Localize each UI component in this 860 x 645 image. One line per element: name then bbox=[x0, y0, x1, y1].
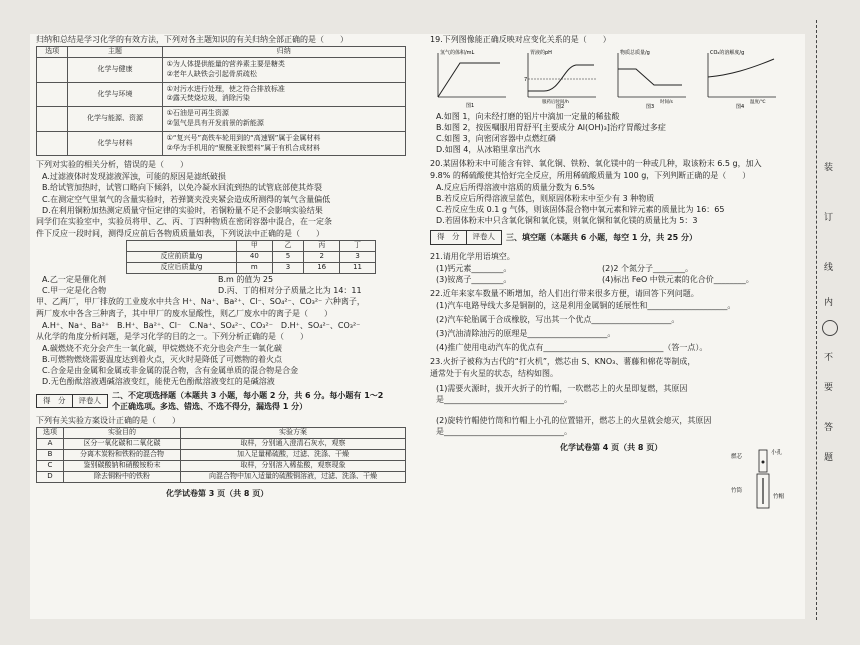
q14-items-cell bbox=[162, 58, 405, 83]
graph-2-caption: 图2 bbox=[556, 104, 565, 110]
q16-cell: 16 bbox=[304, 262, 340, 273]
q17-options: A.H⁺、Na⁺、Ba²⁺ B.H⁺、Ba²⁺、Cl⁻ C.Na⁺、SO₄²⁻、CO₃²⁻ D.H⁺、SO₄²⁻、CO₃²⁻ bbox=[42, 320, 361, 330]
graph-4 bbox=[700, 47, 782, 109]
q19-cell: C bbox=[37, 461, 64, 472]
q19-cell: 区分一氧化碳和二氧化碳 bbox=[64, 439, 181, 450]
q14-item: ②氢气是具有开发前景的新能源 bbox=[166, 119, 264, 128]
q16-cell: 40 bbox=[236, 251, 272, 262]
graph-2-xlabel: 服药后时间/h bbox=[542, 100, 569, 106]
margin-char: 不 bbox=[824, 353, 834, 363]
grader-label: 评卷人 bbox=[472, 232, 495, 242]
q18-option: C.合金是由金属和金属或非金属的混合物，含有金属单质的混合物是合金 bbox=[42, 365, 299, 375]
section-3-title: 三、填空题（本题共 6 小题，每空 1 分，共 25 分） bbox=[506, 233, 697, 242]
graph-4-plot bbox=[700, 47, 782, 109]
q14-header-option: 选项 bbox=[37, 47, 68, 58]
q21-stem: 21.请用化学用语填空。 bbox=[430, 251, 515, 261]
graph-2-plot bbox=[520, 47, 602, 109]
right-page-footer: 化学试卷第 4 页（共 8 页） bbox=[560, 443, 663, 453]
q16-header: 丙 bbox=[304, 240, 340, 251]
q16-header: 甲 bbox=[236, 240, 272, 251]
q14-topic-cell: 化学与材料 bbox=[68, 131, 162, 156]
graph-4-xlabel: 温度/℃ bbox=[750, 100, 766, 106]
q19-cell: 取样，分别溶入稀盐酸，观察现象 bbox=[181, 461, 406, 472]
score-label: 得 分 bbox=[431, 231, 467, 243]
q19-left-table bbox=[36, 427, 406, 483]
graph-3-caption: 图3 bbox=[646, 104, 655, 110]
q23-stem: 23.火折子被称为古代的“打火机”，燃芯由 S、KNO₃、薯藤和棉花等制成， bbox=[430, 356, 696, 366]
q14-item: ①为人体提供能量的营养素主要是糖类 bbox=[166, 60, 285, 69]
q19-cell: 鉴别碳酸钠和硝酸铵粉末 bbox=[64, 461, 181, 472]
margin-char: 要 bbox=[824, 383, 834, 393]
q14-table bbox=[36, 46, 406, 156]
q16-header bbox=[127, 240, 237, 251]
q15-option: D.在利用铜粉加热测定质量守恒定律的实验时，若铜粉量不足不会影响实验结果 bbox=[42, 205, 323, 215]
q16-stem: 同学们在实验室中，实验员将甲、乙、丙、丁四种物质在密闭容器中混合，在一定条 bbox=[36, 216, 332, 226]
q19-graphs bbox=[430, 47, 795, 109]
q16-cell: 3 bbox=[340, 251, 376, 262]
q16-option: D.丙、丁的相对分子质量之比为 14：11 bbox=[218, 285, 362, 295]
q21-item: (3)铵离子________。 bbox=[436, 274, 512, 284]
q14-item: ①石油是可再生资源 bbox=[166, 109, 229, 118]
margin-char: 装 bbox=[824, 163, 834, 173]
section-2-title-2: 个正确选项。多选、错选、不选不得分，漏选得 1 分） bbox=[112, 401, 308, 411]
q14-topic-cell: 化学与健康 bbox=[68, 58, 162, 83]
q14-option-cell bbox=[37, 131, 68, 156]
q15-option: C.在测定空气里氧气的含量实验时，若弹簧夹没夹紧会造成所测得的氧气含量偏低 bbox=[42, 194, 331, 204]
q18-option: B.可燃物燃烧需要温度达到着火点，灭火时是降低了可燃物的着火点 bbox=[42, 354, 283, 364]
q16-options bbox=[36, 274, 406, 296]
right-column bbox=[430, 34, 795, 500]
left-page-footer: 化学试卷第 3 页（共 8 页） bbox=[166, 489, 269, 498]
q21-items bbox=[430, 263, 795, 285]
q16-header: 乙 bbox=[272, 240, 304, 251]
q16-option: B.m 的值为 25 bbox=[218, 274, 274, 284]
q16-cell: m bbox=[236, 262, 272, 273]
section-2-title-block bbox=[112, 390, 383, 412]
q14-item: ②华为手机用的“聚酰亚胺塑料”属于有机合成材料 bbox=[166, 143, 321, 152]
q19-cell: D bbox=[37, 472, 64, 483]
q21-item: (1)钙元素________。 bbox=[436, 263, 512, 273]
q19-stem: 19.下列图像能正确反映对应变化关系的是（ ） bbox=[430, 35, 611, 44]
q19-option: B.如图 2，按医嘱服用胃舒平[主要成分 Al(OH)₃]治疗胃酸过多症 bbox=[436, 123, 666, 133]
q14-item: ②露天焚烧垃圾，消除污染 bbox=[166, 94, 250, 103]
binding-dashed-line bbox=[816, 20, 817, 620]
q23-item: 是______________________________。 bbox=[436, 427, 572, 437]
label-wick: 燃芯 bbox=[731, 454, 743, 460]
margin-char: 答 bbox=[824, 423, 834, 433]
graph-1-plot bbox=[430, 47, 512, 109]
q20-option: C.若反应生成 0.1 g 气体，则该固体混合物中氧元素和锌元素的质量比为 16：65 bbox=[436, 205, 725, 215]
q22-item: (4)推广使用电动汽车的优点有______________________________（答一点）。 bbox=[436, 342, 708, 352]
q18-option: D.无色酚酞溶液遇碱溶液变红，能使无色酚酞溶液变红的是碱溶液 bbox=[42, 376, 275, 386]
q16-cell: 3 bbox=[272, 262, 304, 273]
label-hole: 小孔 bbox=[771, 450, 783, 456]
q21-item: (4)标出 FeO 中铁元素的化合价________。 bbox=[602, 274, 754, 284]
q16-table bbox=[126, 240, 376, 274]
q22-item: (2)汽车轮胎属于合成橡胶，写出其一个优点____________________。 bbox=[436, 314, 680, 324]
q14-option-cell bbox=[37, 58, 68, 83]
q14-stem: 归纳和总结是学习化学的有效方法，下列对各主题知识的有关归纳全部正确的是（ ） bbox=[36, 35, 348, 44]
q14-option-cell bbox=[37, 82, 68, 107]
q19-cell: 取样，分别通入澄清石灰水，观察 bbox=[181, 439, 406, 450]
q19-option: D.如图 4，从冰箱里拿出汽水 bbox=[436, 145, 541, 155]
q14-item: ②老年人缺铁会引起骨质疏松 bbox=[166, 69, 257, 78]
q15-option: A.过滤液体时发现滤液浑浊，可能的原因是滤纸破损 bbox=[42, 172, 226, 182]
q16-option: A.乙一定是催化剂 bbox=[42, 274, 106, 284]
q14-header-topic: 主题 bbox=[68, 47, 162, 58]
section-2-header bbox=[36, 390, 406, 412]
q23-stem-2: 通常处于有火星的状态，结构如图。 bbox=[430, 368, 558, 378]
q14-item: ①“复兴号”高铁车轮用到的“高速钢”属于金属材料 bbox=[166, 133, 321, 142]
q15-stem: 下列对实验的相关分析，错误的是（ ） bbox=[36, 160, 188, 170]
q19-option: C.如图 3，向密闭容器中点燃红磷 bbox=[436, 134, 556, 144]
q19-cell: A bbox=[37, 439, 64, 450]
margin-char: 内 bbox=[824, 298, 834, 308]
q16-cell: 反应后质量/g bbox=[127, 262, 237, 273]
q23-item: (1)需要火源时，拔开火折子的竹帽，一吹燃芯上的火星即复燃，其原因 bbox=[436, 384, 688, 393]
graph-3-ylabel: 物质总质量/g bbox=[620, 50, 650, 57]
q19-header: 选项 bbox=[37, 428, 64, 439]
q14-items-cell bbox=[162, 107, 405, 132]
q23-item: (2)旋转竹帽使竹筒和竹帽上小孔的位置错开，燃芯上的火星就会熄灭，其原因 bbox=[436, 416, 712, 426]
q14-topic-cell: 化学与能源、资源 bbox=[68, 107, 162, 132]
binding-margin bbox=[812, 20, 842, 620]
q19-left-stem: 下列有关实验方案设计正确的是（ ） bbox=[36, 416, 180, 425]
graph-3-plot bbox=[610, 47, 692, 109]
q17-stem-2: 两厂废水中各含三种离子，其中甲厂的废水显酸性，则乙厂废水中的离子是（ ） bbox=[36, 308, 332, 318]
q16-cell: 11 bbox=[340, 262, 376, 273]
q16-cell: 2 bbox=[304, 251, 340, 262]
q16-cell: 5 bbox=[272, 251, 304, 262]
score-label: 得 分 bbox=[37, 395, 73, 407]
left-column bbox=[36, 34, 406, 498]
margin-char: 线 bbox=[824, 263, 834, 273]
q16-header: 丁 bbox=[340, 240, 376, 251]
exam-sheet bbox=[30, 34, 805, 619]
section-2-title: 二、不定项选择题（本题共 3 小题，每小题 2 分，共 6 分。每小题有 1～2 bbox=[112, 390, 384, 400]
q22-stem: 22.近年来家车数量不断增加，给人们出行带来很多方便，请回答下列问题。 bbox=[430, 288, 699, 298]
q15-option: B.给试管加热时，试管口略向下倾斜，以免冷凝水回流到热的试管底部使其炸裂 bbox=[42, 183, 323, 193]
fire-starter-drawing bbox=[729, 444, 789, 514]
q23-item: 是______________________________。 bbox=[436, 395, 572, 405]
q18-option: A.碳燃烧不充分会产生一氧化碳，甲烷燃烧不充分也会产生一氧化碳 bbox=[42, 343, 282, 353]
graph-1 bbox=[430, 47, 512, 109]
q22-item: (1)汽车电路导线大多是铜制的，这是利用金属铜的延展性和____________________。 bbox=[436, 300, 736, 310]
q19-cell: 分离木炭粉和铁粉的混合物 bbox=[64, 450, 181, 461]
graph-1-ylabel: 氢气的体积/mL bbox=[440, 50, 475, 57]
graph-2-ylabel: 胃液的pH bbox=[530, 50, 552, 57]
q14-items-cell bbox=[162, 131, 405, 156]
label-tube: 竹筒 bbox=[731, 488, 743, 494]
q20-option: D.若固体粉末中只含氧化铜和氧化镁，则氧化铜和氧化镁的质量比为 5：3 bbox=[436, 216, 698, 226]
q20-stem-2: 9.8% 的稀硫酸使其恰好完全反应，所用稀硫酸质量为 100 g，下列判断正确的是（ ） bbox=[430, 171, 751, 181]
graph-4-ylabel: CO₂的溶解度/g bbox=[710, 50, 745, 57]
q17-stem: 甲、乙两厂，甲厂排放的工业废水中共含 H⁺、Na⁺、Ba²⁺、Cl⁻、SO₄²⁻、CO₃²⁻ 六种离子， bbox=[36, 296, 365, 306]
binding-hole-icon bbox=[822, 320, 838, 336]
q22-item: (3)汽油清除油污的原理是____________________。 bbox=[436, 328, 616, 338]
q19-cell: 加入足量稀硫酸，过滤、洗涤、干燥 bbox=[181, 450, 406, 461]
graph-2-ph-mark: 7 bbox=[524, 77, 528, 84]
q19-cell: 除去铜粉中的铁粉 bbox=[64, 472, 181, 483]
q19-header: 实验方案 bbox=[181, 428, 406, 439]
q14-header-summary: 归纳 bbox=[162, 47, 405, 58]
q16-cell: 反应前质量/g bbox=[127, 251, 237, 262]
graph-4-caption: 图4 bbox=[736, 104, 745, 110]
section-3-header bbox=[430, 230, 795, 244]
score-box bbox=[36, 394, 108, 408]
q21-item: (2)2 个氮分子________。 bbox=[602, 263, 693, 273]
q20-option: B.若反应后所得溶液呈蓝色，则原固体粉末中至少有 3 种物质 bbox=[436, 194, 655, 204]
q14-option-cell bbox=[37, 107, 68, 132]
q19-cell: B bbox=[37, 450, 64, 461]
graph-2 bbox=[520, 47, 602, 109]
graph-3-xlabel: 时间/s bbox=[660, 100, 673, 106]
grader-label: 评卷人 bbox=[78, 395, 101, 405]
fire-starter-diagram bbox=[729, 444, 789, 514]
q19-option: A.如图 1，向未经打磨的铝片中滴加一定量的稀盐酸 bbox=[436, 112, 620, 122]
margin-char: 题 bbox=[824, 453, 834, 463]
label-cap: 竹帽 bbox=[773, 494, 785, 500]
q19-header: 实验目的 bbox=[64, 428, 181, 439]
q19-cell: 向混合物中加入适量的硫酸铜溶液，过滤、洗涤、干燥 bbox=[181, 472, 406, 483]
score-box bbox=[430, 230, 502, 244]
q20-option: A.反应后所得溶液中溶质的质量分数为 6.5% bbox=[436, 183, 595, 193]
q14-items-cell bbox=[162, 82, 405, 107]
q14-topic-cell: 化学与环境 bbox=[68, 82, 162, 107]
q16-stem-2: 件下反应一段时间，测得反应前后各物质质量如表，下列说法中正确的是（ ） bbox=[36, 228, 324, 238]
q16-option: C.甲一定是化合物 bbox=[42, 285, 107, 295]
margin-char: 订 bbox=[824, 213, 834, 223]
graph-1-caption: 图1 bbox=[466, 103, 475, 110]
q20-stem: 20.某固体粉末中可能含有锌、氧化铜、铁粉、氧化镁中的一种或几种，取该粉末 6.5 g，加入 bbox=[430, 159, 762, 169]
graph-3 bbox=[610, 47, 692, 109]
q18-stem: 从化学的角度分析问题，是学习化学的目的之一。下列分析正确的是（ ） bbox=[36, 331, 308, 341]
q14-item: ①对污水进行处理，使之符合排放标准 bbox=[166, 84, 285, 93]
